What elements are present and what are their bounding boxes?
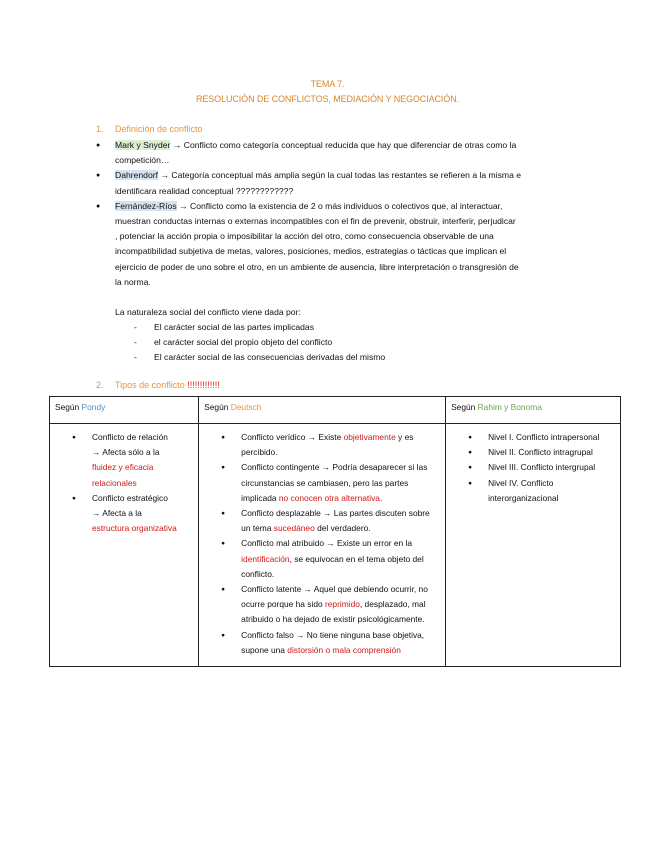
author-highlight: Mark y Snyder — [115, 140, 171, 150]
definition-text: identificara realidad conceptual ???????????? — [115, 185, 294, 196]
section-title: Definición de conflicto — [115, 124, 203, 134]
column-header-deutsch: Según Deutsch — [199, 397, 446, 424]
list-item: - El carácter social de las consecuencias derivadas del mismo — [130, 350, 385, 365]
definition-text: la norma. — [115, 276, 151, 287]
definition-text: ejercicio de poder de uno sobre el otro, en un ambiente de ausencia, libre interpretación o transgresión de — [115, 261, 519, 272]
conflict-types-table — [49, 396, 621, 667]
column-header-rahim: Según Rahim y Bonoma — [446, 397, 621, 424]
section-title: Tipos de conflicto — [115, 380, 188, 390]
list-item — [96, 138, 584, 168]
definition-text: competición… — [115, 155, 170, 166]
list-item — [96, 199, 584, 290]
list-item: ● Conflicto de relación → Afecta sólo a la fluidez y eficacia relacionales — [72, 430, 194, 491]
column-header-pondy: Según Pondy — [50, 397, 199, 424]
rahim-cell — [446, 424, 621, 667]
page-title: RESOLUCIÓN DE CONFLICTOS, MEDIACIÓN Y NEGOCIACIÓN. — [195, 94, 460, 104]
definition-text: → Conflicto como la existencia de 2 o más individuos o colectivos que, al interactuar, — [176, 200, 503, 211]
section-number: 2. — [96, 380, 104, 390]
emphasis-marks: !!!!!!!!!!!!! — [187, 380, 220, 390]
table-header-row — [50, 397, 621, 424]
list-item: ● Conflicto contingente → Podría desaparecer si las circunstancias se cambiasen, pero las partes implicada no conocen otra alternativa. — [221, 460, 441, 506]
list-item: ● Conflicto estratégico → Afecta a la estructura organizativa — [72, 491, 194, 537]
topic-number: TEMA 7. — [310, 79, 345, 89]
list-item: - El carácter social de las partes implicadas — [130, 320, 385, 335]
list-item: ● Conflicto desplazable → Las partes discuten sobre un tema sucedáneo del verdadero. — [221, 506, 441, 536]
section-heading-types — [96, 380, 220, 390]
list-item: ● Conflicto latente → Aquel que debiendo ocurrir, no ocurre porque ha sido reprimido, desplazado, mal atribuido o ha dejado de existir psicológicamente. — [221, 582, 441, 628]
section-number: 1. — [96, 124, 104, 134]
list-item: ● Nivel IV. Conflicto interorganizacional — [468, 476, 616, 506]
list-item: ● Nivel III. Conflicto intergrupal — [468, 460, 616, 475]
table-row — [50, 424, 621, 667]
section-heading-definition — [96, 124, 203, 134]
nature-list — [130, 320, 385, 366]
deutsch-cell — [199, 424, 446, 667]
author-highlight: Fernández-Ríos — [115, 200, 177, 211]
list-item: ● Conflicto mal atribuido → Existe un error en la identificación, se equivocan en el tema objeto del conflicto. — [221, 536, 441, 582]
definition-text: muestran conductas internas o externas incompatibles con el fin de prevenir, obstruir, interferir, perjudicar — [115, 216, 516, 227]
list-item: ● Nivel II. Conflicto intragrupal — [468, 445, 616, 460]
list-item: ● Conflicto verídico → Existe objetivamente y es percibido. — [221, 430, 441, 460]
list-item — [96, 168, 584, 198]
definition-text: incompatibilidad subjetiva de metas, valores, posiciones, medios, estrategias o tácticas que implican el — [115, 246, 507, 257]
definition-text: → Conflicto como categoría conceptual reducida que hay que diferenciar de otras como la — [170, 140, 517, 150]
definition-text: → Categoría conceptual más amplia según la cual todas las restantes se refieren a la misma e — [158, 170, 522, 181]
definition-list — [96, 138, 584, 290]
list-item: ● Nivel I. Conflicto intrapersonal — [468, 430, 616, 445]
list-item: ● Conflicto falso → No tiene ninguna base objetiva, supone una distorsión o mala comprensión — [221, 628, 441, 658]
list-item: - el carácter social del propio objeto del conflicto — [130, 335, 385, 350]
author-highlight: Dahrendorf — [115, 170, 158, 181]
definition-text: , potenciar la acción propia o imposibilitar la acción del otro, como consecuencia observable de una — [115, 231, 494, 242]
pondy-cell — [50, 424, 199, 667]
nature-intro: La naturaleza social del conflicto viene dada por: — [115, 307, 301, 317]
